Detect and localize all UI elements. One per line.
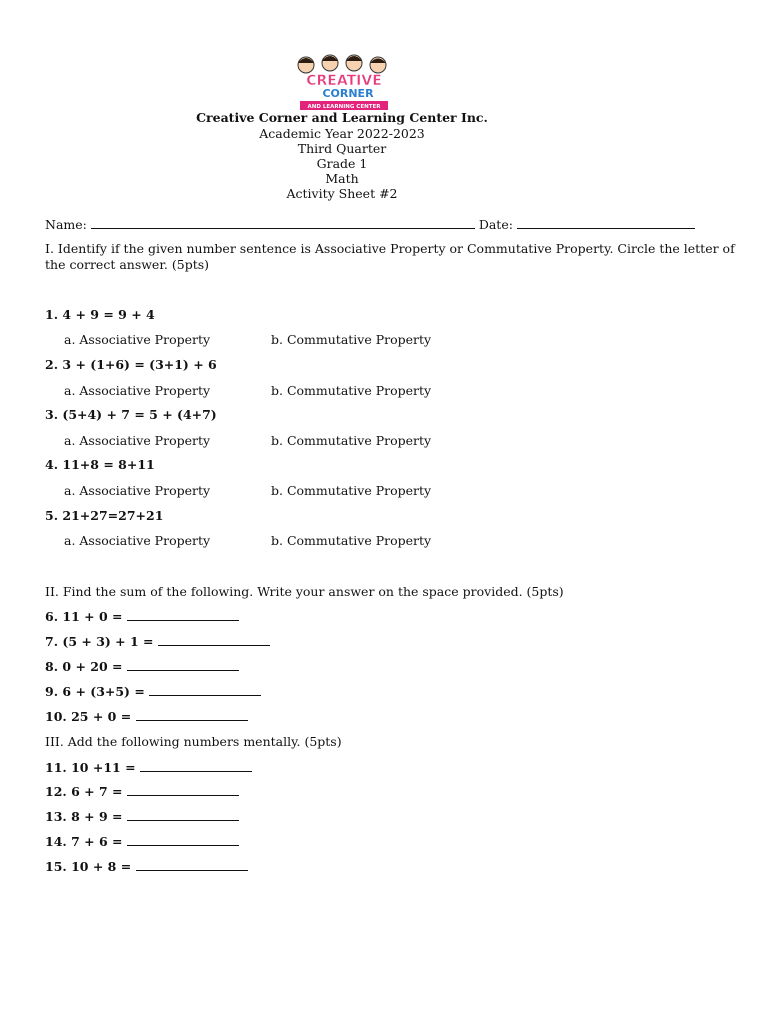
part1-instruction-line2: the correct answer. (5pts): [45, 257, 210, 272]
question-12-text: 12. 6 + 7 =: [45, 784, 123, 799]
question-7: [45, 633, 270, 649]
option-b[interactable]: b. Commutative Property: [271, 533, 432, 548]
option-b[interactable]: b. Commutative Property: [271, 433, 432, 448]
option-b[interactable]: b. Commutative Property: [271, 483, 432, 498]
question-4: 4. 11+8 = 8+11: [45, 457, 155, 472]
option-a[interactable]: a. Associative Property: [64, 533, 211, 548]
option-b[interactable]: b. Commutative Property: [271, 383, 432, 398]
answer-blank[interactable]: [127, 608, 239, 621]
answer-blank[interactable]: [127, 658, 239, 671]
answer-blank[interactable]: [158, 633, 270, 646]
question-5: 5. 21+27=27+21: [45, 508, 164, 523]
question-6: [45, 608, 239, 624]
option-a[interactable]: a. Associative Property: [64, 383, 211, 398]
part1-instruction-line1: I. Identify if the given number sentence is Associative Property or Commutative Property. Circle the letter of: [45, 241, 735, 256]
question-10: [45, 708, 248, 724]
question-14: [45, 833, 239, 849]
option-a[interactable]: a. Associative Property: [64, 433, 211, 448]
part3-instruction: III. Add the following numbers mentally. (5pts): [45, 734, 342, 749]
part2-instruction: II. Find the sum of the following. Write your answer on the space provided. (5pts): [45, 584, 564, 599]
question-9-text: 9. 6 + (3+5) =: [45, 684, 145, 699]
answer-blank[interactable]: [140, 759, 252, 772]
grade-level: Grade 1: [316, 156, 368, 171]
answer-blank[interactable]: [127, 808, 239, 821]
answer-blank[interactable]: [127, 783, 239, 796]
name-label: Name:: [45, 217, 87, 232]
question-1: 1. 4 + 9 = 9 + 4: [45, 307, 155, 322]
subject: Math: [325, 171, 359, 186]
question-11-text: 11. 10 +11 =: [45, 760, 136, 775]
question-3: 3. (5+4) + 7 = 5 + (4+7): [45, 407, 217, 422]
question-8-text: 8. 0 + 20 =: [45, 659, 123, 674]
option-a[interactable]: a. Associative Property: [64, 483, 211, 498]
question-15: [45, 858, 248, 874]
school-logo: [292, 51, 392, 111]
question-9: [45, 683, 261, 699]
question-6-text: 6. 11 + 0 =: [45, 609, 123, 624]
logo-line1: CREATIVE: [306, 73, 382, 89]
name-field: [45, 216, 695, 232]
academic-year: Academic Year 2022-2023: [259, 126, 425, 141]
question-8: [45, 658, 239, 674]
option-b[interactable]: b. Commutative Property: [271, 332, 432, 347]
question-2: 2. 3 + (1+6) = (3+1) + 6: [45, 357, 217, 372]
logo-line3: AND LEARNING CENTER: [307, 104, 381, 110]
quarter: Third Quarter: [297, 141, 387, 156]
question-13-text: 13. 8 + 9 =: [45, 809, 123, 824]
question-11: [45, 759, 252, 775]
question-10-text: 10. 25 + 0 =: [45, 709, 132, 724]
date-label: Date:: [478, 217, 513, 232]
question-7-text: 7. (5 + 3) + 1 =: [45, 634, 154, 649]
name-blank[interactable]: [91, 216, 475, 229]
date-blank[interactable]: [517, 216, 695, 229]
answer-blank[interactable]: [136, 858, 248, 871]
answer-blank[interactable]: [136, 708, 248, 721]
sheet-title: Activity Sheet #2: [286, 186, 398, 201]
question-12: [45, 783, 239, 799]
logo-line2: CORNER: [322, 87, 374, 100]
question-15-text: 15. 10 + 8 =: [45, 859, 132, 874]
question-14-text: 14. 7 + 6 =: [45, 834, 123, 849]
school-name: Creative Corner and Learning Center Inc.: [196, 110, 488, 125]
option-a[interactable]: a. Associative Property: [64, 332, 211, 347]
answer-blank[interactable]: [149, 683, 261, 696]
answer-blank[interactable]: [127, 833, 239, 846]
question-13: [45, 808, 239, 824]
